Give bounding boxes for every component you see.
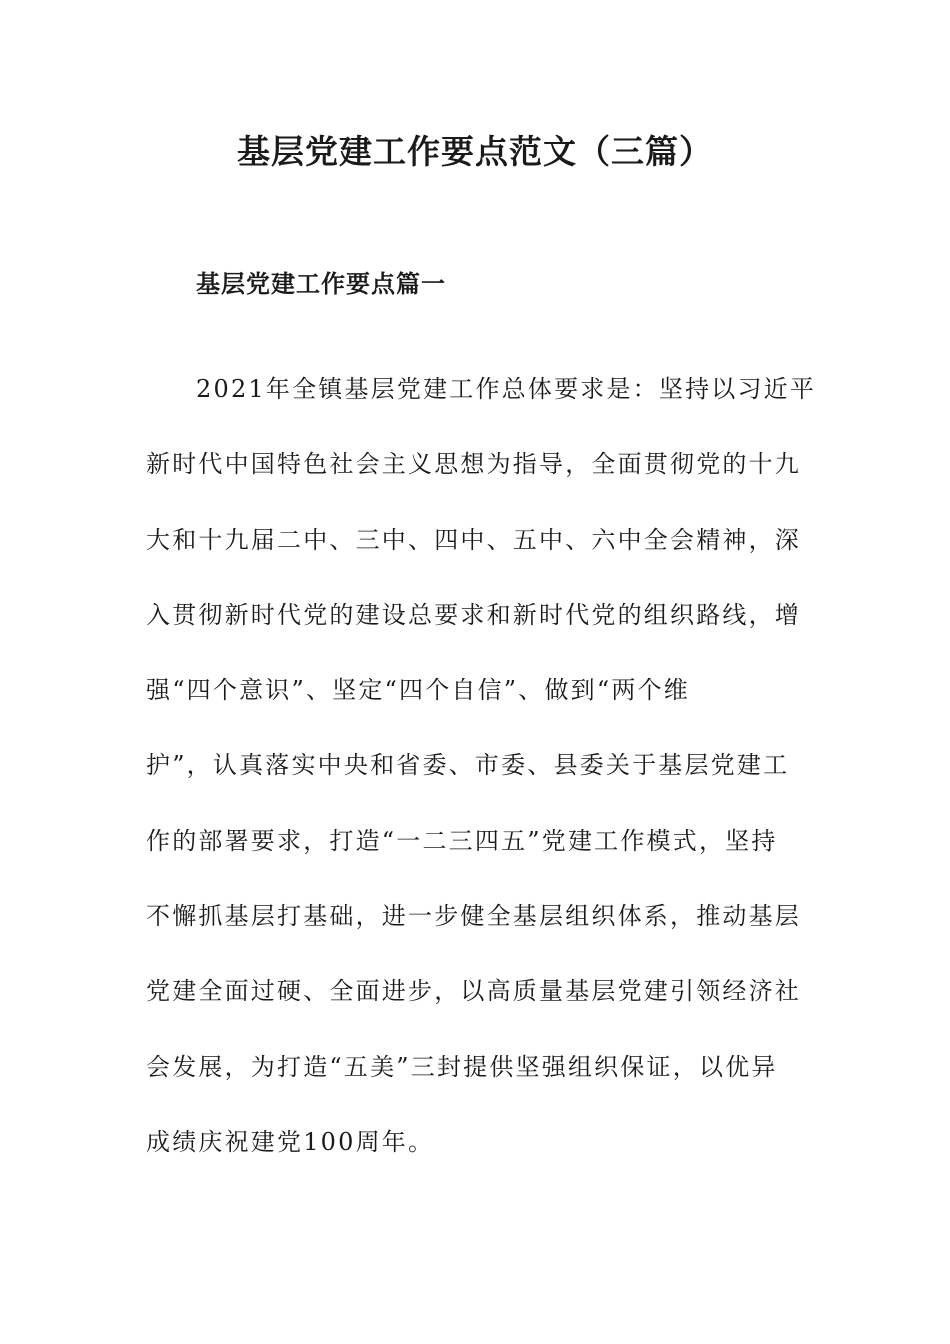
paragraph-line: 大和十九届二中、三中、四中、五中、六中全会精神，深 (146, 525, 801, 554)
paragraph-line: 新时代中国特色社会主义思想为指导，全面贯彻党的十九 (146, 450, 801, 479)
paragraph-line: 不懈抓基层打基础，进一步健全基层组织体系，推动基层 (146, 902, 801, 931)
paragraph-line: 护”，认真落实中央和省委、市委、县委关于基层党建工 (146, 751, 790, 780)
paragraph-line: 作的部署要求，打造“一二三四五”党建工作模式，坚持 (146, 826, 778, 855)
paragraph-line: 会发展，为打造“五美”三封提供坚强组织保证，以优异 (146, 1052, 778, 1081)
paragraph-line: 成绩庆祝建党100周年。 (146, 1127, 435, 1156)
paragraph-line: 强“四个意识”、坚定“四个自信”、做到“两个维 (146, 676, 690, 705)
paragraph-line: 入贯彻新时代党的建设总要求和新时代党的组织路线，增 (146, 600, 801, 629)
paragraph-line: 党建全面过硬、全面进步，以高质量基层党建引领经济社 (146, 977, 801, 1006)
section-heading: 基层党建工作要点篇一 (196, 270, 446, 298)
paragraph-line: 2021年全镇基层党建工作总体要求是：坚持以习近平 (196, 375, 817, 403)
body-paragraph (146, 366, 817, 1194)
document-title: 基层党建工作要点范文（三篇） (237, 132, 713, 171)
